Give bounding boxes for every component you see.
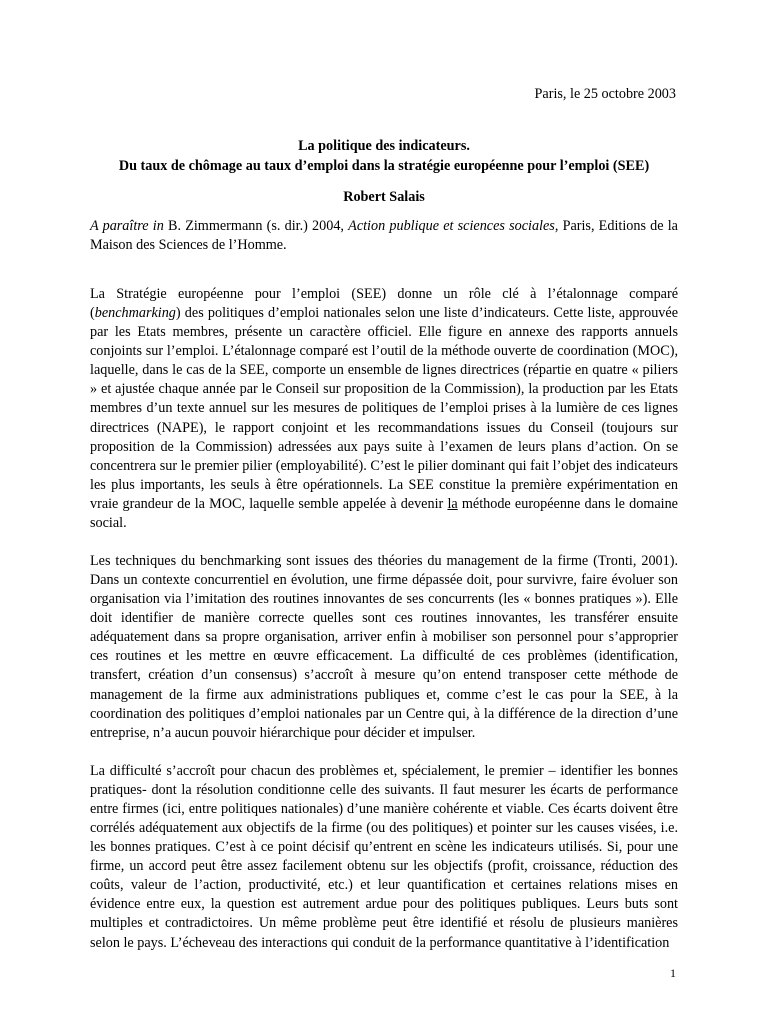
paragraph-1-part-c: méthode européenne dans le domaine social. [90,495,678,531]
publication-reference [90,217,678,255]
reference-book-title: Action publique et sciences sociales [348,218,555,234]
reference-editor: B. Zimmermann (s. dir.) 2004, [163,218,349,234]
paragraph-3: La difficulté s’accroît pour chacun des problèmes et, spécialement, le premier – identifier les bonnes pratiques- dont la résolution conditionne celle des suivants. Il faut mesurer les écarts de performance entre firmes (ici, entre politiques nationales) d’une manière cohérente et viable. Ces écarts doivent être corrélés adéquatement aux objectifs de la firme (ou des politiques) et pointer sur les causes visées, i.e. les bonnes pratiques. C’est à ce point décisif qu’entrent en scène les indicateurs utilisés. Si, pour une firme, un accord peut être assez facilement obtenu sur les objectifs (profit, croissance, réduction des coûts, valeur de l’action, productivité, etc.) et leur quantification et certaines relations mises en évidence entre eux, la question est autrement ardue pour des politiques publiques. Leurs buts sont multiples et contradictoires. Un même problème peut être identifié et résolu de plusieurs manières selon le pays. L’écheveau des interactions qui conduit de la performance quantitative à l’identification [90,762,678,951]
title-block [90,137,678,176]
reference-lead: A paraître in [90,218,164,234]
paragraph-1-part-a: La Stratégie européenne pour l’emploi (SEE) donne un rôle clé à l’étalonnage comparé ( [90,286,678,322]
subtitle: Du taux de chômage au taux d’emploi dans la stratégie européenne pour l’emploi (SEE) [118,157,650,174]
paragraph-2: Les techniques du benchmarking sont issues des théories du management de la firme (Tronti, 2001). Dans un contexte concurrentiel en évolution, une firme dépassée doit, pour survivre, faire évoluer son organisation via l’imitation des routines innovantes de ses concurrents (les « bonnes pratiques »). Elle doit identifier de manière correcte quelles sont ces routines innovantes, les transférer ensuite adéquatement dans sa propre organisation, arriver enfin à mobiliser son personnel pour s’approprier ces routines et les mettre en œuvre efficacement. La difficulté de ces problèmes (identification, transfert, création d’un consensus) s’accroît à mesure qu’on entend transposer cette méthode de management de la firme aux administrations publiques et, comme c’est le cas pour la SEE, à la coordination des politiques d’emploi nationales par un Centre qui, à la différence de la direction d’une entreprise, n’a aucun pouvoir hiérarchique pour décider et impulser. [90,553,678,741]
paragraph-1-underlined-word: la [447,495,458,512]
paragraph-1-italic-term: benchmarking [94,305,176,322]
body-text [90,285,678,972]
main-title: La politique des indicateurs. [298,138,470,154]
page-number: 1 [670,966,676,980]
author-name: Robert Salais [343,189,425,205]
paragraph-1 [90,285,678,533]
paragraph-1-part-b: ) des politiques d’emploi nationales selon une liste d’indicateurs. Cette liste, approuvée par les Etats membres, présente un caractère officiel. Elle figure en annexe des rapports annuels conjoints sur l’emploi. L’étalonnage comparé est l’outil de la méthode ouverte de coordination (MOC), laquelle, dans le cas de la SEE, comporte un ensemble de lignes directrices (répartie en quatre « piliers » et ajustée chaque année par le Conseil sur proposition de la Commission), la production par les Etats membres d’un texte annuel sur les mesures de politiques de l’emploi prises à la lumière de ces lignes directrices (NAPE), le rapport conjoint et les recommandations issues du Conseil (toujours sur proposition de la Commission) adressées aux pays suite à l’examen de leurs plans d’action. On se concentrera sur le premier pilier (employabilité). C’est le pilier dominant qui fait l’objet des indicateurs les plus importants, les seuls à être opérationnels. La SEE constitue la première expérimentation en vraie grandeur de la MOC, laquelle semble appelée à devenir [90,305,678,512]
reference-publisher: , Paris, Editions de la Maison des Sciences de l’Homme. [90,218,678,253]
dateline: Paris, le 25 octobre 2003 [534,86,676,102]
